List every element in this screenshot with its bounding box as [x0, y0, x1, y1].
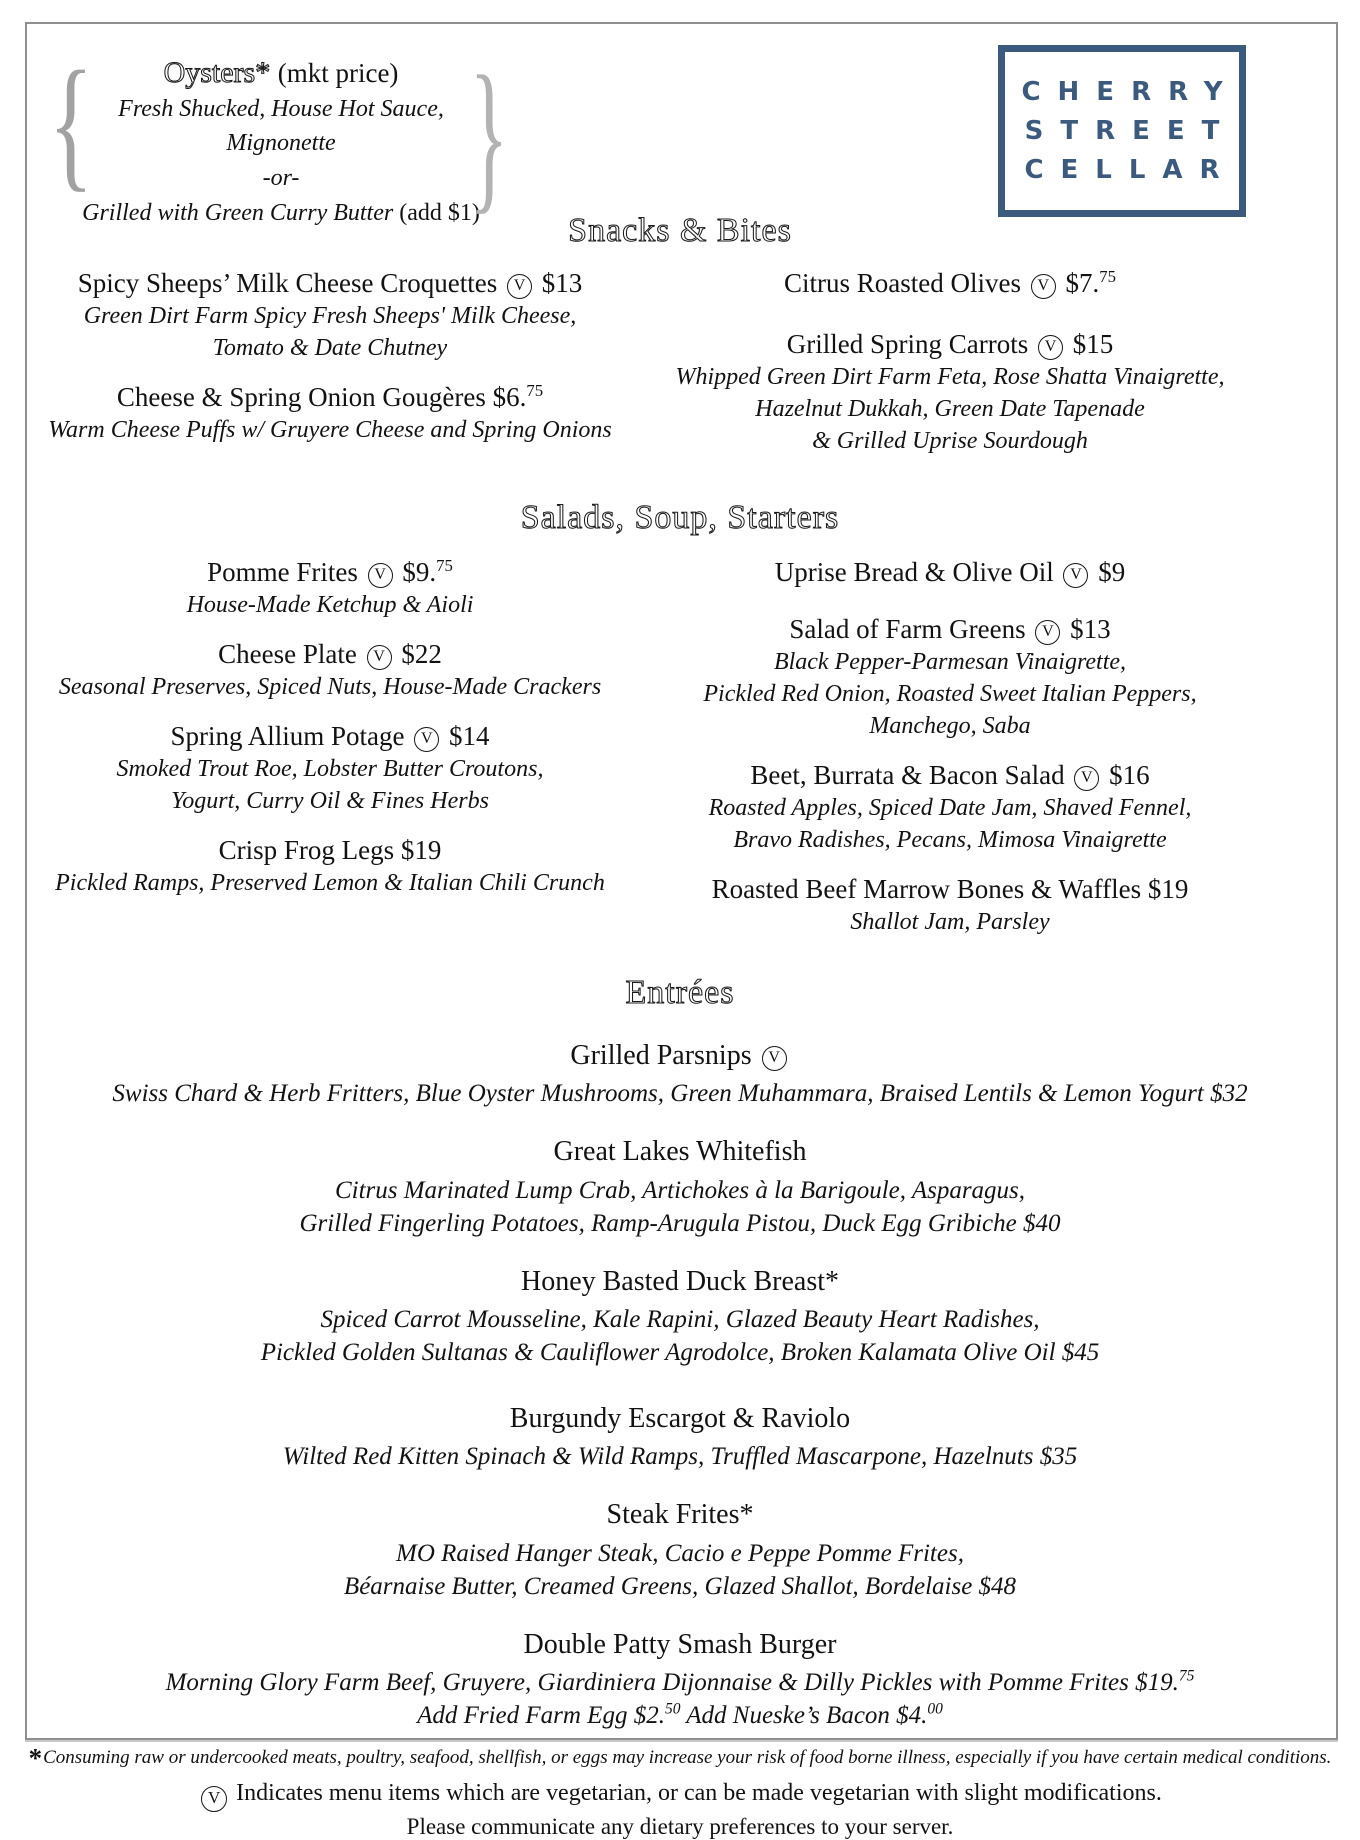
item-name: Pomme Frites: [207, 556, 358, 587]
vegetarian-icon: V: [1074, 766, 1099, 791]
oysters-or: -or-: [262, 165, 300, 192]
vegetarian-icon: V: [368, 563, 393, 588]
item-name: Cheese & Spring Onion Gougères: [116, 381, 486, 412]
menu-item: [640, 327, 1260, 458]
salads-right-column: [640, 555, 1260, 954]
vegetarian-legend: [0, 1778, 1360, 1812]
item-price: $13: [1070, 614, 1111, 644]
vegetarian-icon: V: [1031, 274, 1056, 299]
salads-left-column: [20, 555, 640, 954]
oysters-desc-line: Fresh Shucked, House Hot Sauce, Mignonette: [118, 95, 444, 157]
item-desc: [28, 1666, 1332, 1699]
item-price: $7.: [1065, 268, 1100, 298]
vegetarian-icon: V: [1038, 335, 1063, 360]
item-desc: Bravo Radishes, Pecans, Mimosa Vinaigrette: [733, 826, 1167, 853]
logo-line-cherry: CHERRY: [1021, 77, 1240, 107]
menu-item: [28, 1134, 1332, 1239]
item-price: $6.: [492, 381, 527, 412]
logo-line-cellar: CELLAR: [1024, 155, 1237, 185]
raw-food-disclaimer: [0, 1742, 1360, 1774]
section-heading-entrees: Entrées: [625, 973, 735, 1011]
item-name: Grilled Parsnips: [570, 1039, 752, 1071]
salads-columns: [0, 555, 1360, 954]
item-desc: Spiced Carrot Mousseline, Kale Rapini, Glazed Beauty Heart Radishes,: [320, 1305, 1040, 1333]
item-price-cents: 00: [927, 1700, 943, 1718]
menu-item: [20, 380, 640, 447]
menu-item: [20, 719, 640, 818]
item-price-cents: 75: [436, 555, 453, 575]
snacks-columns: [0, 266, 1360, 473]
item-name: Beet, Burrata & Bacon Salad: [750, 759, 1065, 790]
oysters-market-price: (mkt price): [277, 58, 399, 88]
item-desc: Citrus Marinated Lump Crab, Artichokes à la Barigoule, Asparagus,: [334, 1176, 1026, 1204]
item-title: [640, 758, 1260, 793]
menu-item: [20, 637, 640, 704]
item-desc: Béarnaise Butter, Creamed Greens, Glazed Shallot, Bordelaise $48: [343, 1572, 1017, 1600]
snacks-right-column: [640, 266, 1260, 473]
cherry-street-cellar-logo: [998, 45, 1246, 217]
item-desc: Smoked Trout Roe, Lobster Butter Croutons,: [116, 756, 544, 782]
dietary-preferences-note: Please communicate any dietary preferences to your server.: [406, 1814, 954, 1840]
disclaimer-text: Consuming raw or undercooked meats, poultry, seafood, shellfish, or eggs may increase your risk of food borne illness, especially if you have certain medical conditions.: [43, 1747, 1332, 1769]
item-desc: Pickled Red Onion, Roasted Sweet Italian Peppers,: [703, 681, 1197, 707]
item-name: Spicy Sheeps’ Milk Cheese Croquettes: [77, 268, 498, 298]
item-desc: Shallot Jam, Parsley: [850, 908, 1050, 935]
item-desc: Roasted Apples, Spiced Date Jam, Shaved Fennel,: [708, 794, 1192, 821]
oysters-title-text: Oysters*: [163, 56, 271, 89]
item-name: Salad of Farm Greens: [789, 614, 1026, 644]
item-title: [640, 327, 1260, 362]
oysters-grilled-text: Grilled with Green Curry Butter: [82, 199, 394, 226]
vegetarian-icon: V: [1063, 563, 1088, 588]
item-name: Uprise Bread & Olive Oil: [774, 556, 1054, 587]
menu-item: [20, 555, 640, 622]
item-price: $9.: [402, 556, 437, 587]
vegetarian-icon: V: [414, 727, 439, 752]
menu-item: [28, 1038, 1332, 1110]
menu-header: [0, 0, 1360, 229]
item-name: Cheese Plate: [218, 638, 357, 669]
section-heading-salads: Salads, Soup, Starters: [520, 498, 840, 536]
item-name: Roasted Beef Marrow Bones & Waffles: [711, 873, 1142, 904]
item-desc: MO Raised Hanger Steak, Cacio e Peppe Pomme Frites,: [396, 1539, 964, 1567]
oysters-feature: [48, 40, 509, 231]
item-price-cents: 75: [1178, 1667, 1195, 1685]
item-title: [20, 833, 640, 868]
item-desc: Tomato & Date Chutney: [212, 335, 448, 361]
item-price: $13: [541, 268, 583, 298]
menu-item: [28, 1264, 1332, 1369]
item-name: Spring Allium Potage: [170, 720, 405, 751]
right-brace-decoration: }: [469, 42, 509, 229]
oysters-add-price: (add $1): [399, 199, 480, 226]
menu-item: [640, 872, 1260, 939]
item-desc-text: Morning Glory Farm Beef, Gruyere, Giardiniera Dijonnaise & Dilly Pickles with Pomme Frites $19.: [165, 1669, 1179, 1697]
item-name: Crisp Frog Legs: [218, 834, 395, 865]
vegetarian-icon: V: [507, 274, 532, 299]
item-title: [20, 380, 640, 415]
item-desc: & Grilled Uprise Sourdough: [812, 428, 1088, 454]
entrees-list: [0, 1038, 1360, 1732]
item-title: [20, 719, 640, 754]
item-price: $9: [1098, 556, 1126, 587]
item-desc: Pickled Ramps, Preserved Lemon & Italian Chili Crunch: [55, 869, 605, 896]
item-title: [640, 555, 1260, 590]
item-desc: Seasonal Preserves, Spiced Nuts, House-Made Crackers: [58, 674, 602, 700]
vegetarian-icon: V: [201, 1786, 227, 1812]
item-title: Steak Frites*: [606, 1499, 754, 1531]
item-desc: Pickled Golden Sultanas & Cauliflower Agrodolce, Broken Kalamata Olive Oil $45: [260, 1338, 1100, 1366]
item-desc: Hazelnut Dukkah, Green Date Tapenade: [755, 396, 1145, 423]
item-price: $14: [449, 720, 490, 751]
menu-item: [28, 1401, 1332, 1473]
vegetarian-icon: V: [367, 645, 392, 670]
oysters-title: [62, 54, 500, 92]
menu-item: [28, 1497, 1332, 1602]
item-title: Great Lakes Whitefish: [553, 1136, 807, 1168]
item-desc: Yogurt, Curry Oil & Fines Herbs: [171, 787, 489, 814]
vegetarian-icon: V: [762, 1046, 787, 1071]
item-desc: Swiss Chard & Herb Fritters, Blue Oyster Mushrooms, Green Muhammara, Braised Lentils & Lemon Yogurt $32: [112, 1080, 1248, 1108]
item-desc: Warm Cheese Puffs w/ Gruyere Cheese and Spring Onions: [48, 417, 612, 443]
item-desc: Wilted Red Kitten Spinach & Wild Ramps, Truffled Mascarpone, Hazelnuts $35: [282, 1443, 1078, 1471]
section-heading-snacks: Snacks & Bites: [568, 212, 792, 249]
item-price: $15: [1072, 329, 1114, 360]
menu-item: [640, 266, 1260, 301]
item-price: $16: [1109, 759, 1150, 790]
item-price-cents: 75: [526, 380, 544, 400]
item-desc: Grilled Fingerling Potatoes, Ramp-Arugula Pistou, Duck Egg Gribiche $40: [299, 1209, 1061, 1237]
item-desc: Black Pepper-Parmesan Vinaigrette,: [773, 649, 1127, 676]
item-title: [20, 555, 640, 590]
item-price: $19: [400, 834, 442, 865]
item-title: [20, 266, 640, 301]
item-title: Double Patty Smash Burger: [523, 1628, 837, 1660]
menu-item: [640, 758, 1260, 857]
addon-text: Add Fried Farm Egg $2.: [417, 1702, 665, 1730]
item-addons: [28, 1699, 1332, 1732]
menu-item: [640, 555, 1260, 590]
menu-item: [640, 612, 1260, 743]
item-name: Grilled Spring Carrots: [786, 329, 1029, 360]
asterisk-mark: *: [28, 1743, 43, 1774]
addon-text: Add Nueske’s Bacon $4.: [680, 1702, 928, 1730]
menu-item: [20, 833, 640, 900]
item-price: $22: [401, 638, 442, 669]
item-title: [640, 266, 1260, 301]
vegetarian-legend-text: Indicates menu items which are vegetarian, or can be made vegetarian with slight modifications.: [236, 1780, 1162, 1807]
menu-item: [28, 1627, 1332, 1732]
item-title: [28, 1038, 1332, 1074]
item-price: $19: [1147, 873, 1189, 904]
left-brace-decoration: {: [48, 41, 94, 205]
logo-line-street: STREET: [1024, 116, 1237, 146]
item-desc: Green Dirt Farm Spicy Fresh Sheeps' Milk Cheese,: [83, 303, 577, 330]
item-desc: House-Made Ketchup & Aioli: [186, 592, 474, 618]
oysters-desc-line: [62, 196, 500, 231]
item-title: [640, 872, 1260, 907]
item-price-cents: 75: [1099, 267, 1116, 286]
item-desc: Manchego, Saba: [869, 712, 1031, 739]
item-desc: Whipped Green Dirt Farm Feta, Rose Shatta Vinaigrette,: [675, 364, 1225, 391]
snacks-left-column: [20, 266, 640, 473]
vegetarian-icon: V: [1035, 620, 1060, 645]
menu-item: [20, 266, 640, 365]
item-price-cents: 50: [664, 1700, 681, 1718]
item-title: [640, 612, 1260, 647]
item-title: Honey Basted Duck Breast*: [520, 1265, 840, 1297]
item-title: [20, 637, 640, 672]
item-title: Burgundy Escargot & Raviolo: [509, 1402, 851, 1434]
item-name: Citrus Roasted Olives: [784, 268, 1021, 298]
